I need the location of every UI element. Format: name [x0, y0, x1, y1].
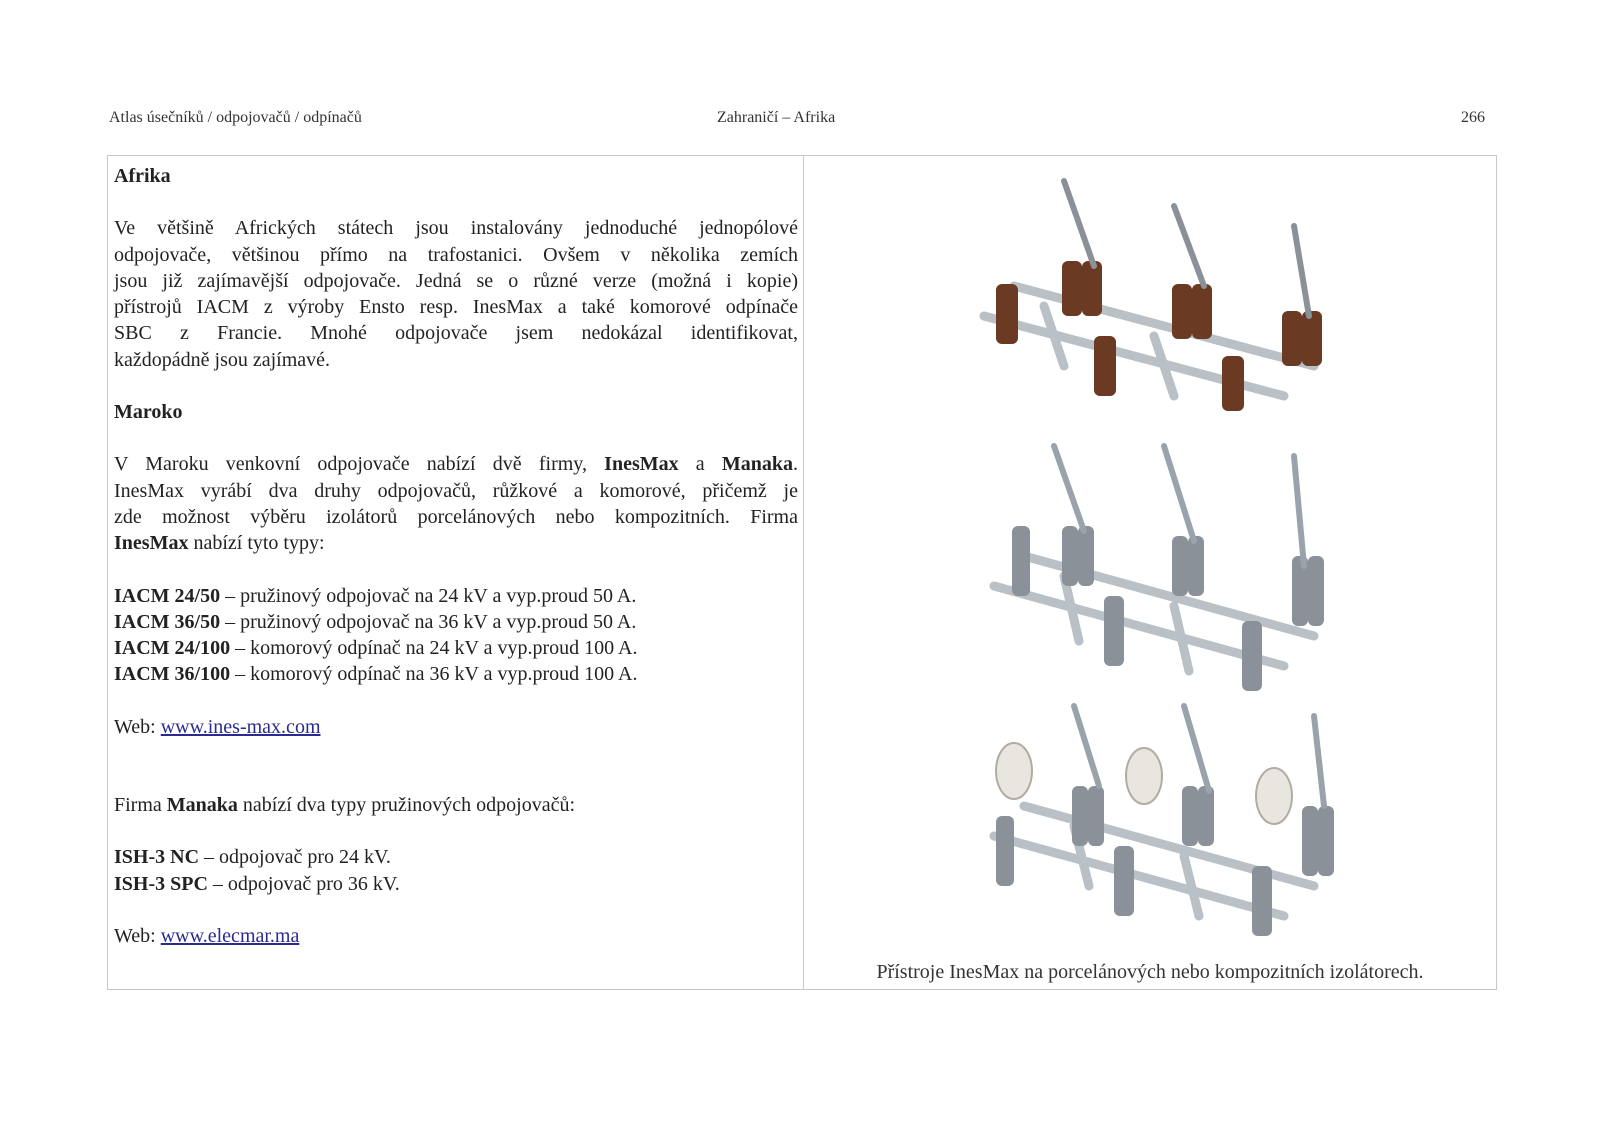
steel-frame [984, 286, 1314, 396]
type-desc: – komorový odpínač na 36 kV a vyp.proud 100 A. [230, 663, 638, 686]
disconnector-chamber-photo [954, 696, 1354, 946]
maroko-line [114, 530, 798, 556]
type-item [114, 661, 798, 687]
text-run: nabízí dva typy pružinových odpojovačů: [237, 794, 576, 817]
intro-line: jsou již zajímavější odpojovače. Jedná se o různé verze (možná i kopie) [114, 269, 798, 292]
text-run: Firma [114, 794, 167, 817]
type-name: ISH-3 NC [114, 846, 200, 869]
image-column [804, 156, 1496, 989]
intro-line: SBC z Francie. Mnohé odpojovače jsem nedokázal identifikovat, [114, 322, 798, 345]
maroko-line: zde možnost výběru izolátorů porcelánových nebo kompozitních. Firma [114, 505, 798, 528]
company-name: Manaka [721, 453, 793, 476]
type-desc: – odpojovač pro 36 kV. [207, 872, 400, 895]
maroko-line [114, 451, 798, 477]
type-item [114, 609, 798, 635]
text-run: . [793, 453, 798, 476]
running-header-center: Zahraničí – Afrika [717, 109, 836, 126]
web-link-elecmar[interactable]: www.elecmar.ma [160, 924, 300, 947]
image-caption: Přístroje InesMax na porcelánových nebo kompozitních izolátorech. [876, 961, 1424, 983]
company-name: Manaka [166, 794, 238, 817]
type-desc: – pružinový odpojovač na 36 kV a vyp.proud 50 A. [220, 610, 637, 633]
type-name: IACM 24/50 [114, 584, 221, 607]
intro-line: odpojovače, většinou přímo na trafostanici. Ovšem v několika zemích [114, 243, 798, 266]
intro-line: Ve většině Afrických státech jsou instalovány jednoduché jednopólové [114, 217, 798, 240]
type-item [114, 844, 798, 870]
text-column [114, 163, 798, 949]
web-link-inesmax[interactable]: www.ines-max.com [160, 715, 321, 738]
type-name: ISH-3 SPC [114, 872, 208, 895]
running-header-left: Atlas úsečníků / odpojovačů / odpínačů [109, 109, 362, 126]
disconnector-porcelain-photo [954, 166, 1354, 426]
page-number: 266 [1461, 109, 1485, 126]
maroko-line: InesMax vyrábí dva druhy odpojovačů, růžkové a komorové, přičemž je [114, 479, 798, 502]
type-name: IACM 24/100 [114, 637, 231, 660]
manaka-line [114, 792, 798, 818]
company-name: InesMax [114, 532, 189, 555]
type-name: IACM 36/100 [114, 663, 231, 686]
type-name: IACM 36/50 [114, 610, 221, 633]
type-desc: – komorový odpínač na 24 kV a vyp.proud 100 A. [230, 637, 638, 660]
intro-line: přístrojů IACM z výroby Ensto resp. InesMax a také komorové odpínače [114, 296, 798, 319]
type-item [114, 635, 798, 661]
company-name: InesMax [604, 453, 679, 476]
disconnector-composite-photo [954, 426, 1354, 696]
web-line [114, 714, 798, 740]
type-desc: – odpojovač pro 24 kV. [199, 846, 391, 869]
section-title: Afrika [114, 165, 171, 187]
type-item [114, 871, 798, 897]
text-run: nabízí tyto typy: [188, 532, 325, 555]
type-desc: – pružinový odpojovač na 24 kV a vyp.proud 50 A. [220, 584, 637, 607]
text-run: a [678, 453, 722, 476]
web-label: Web: [114, 924, 161, 947]
type-item [114, 583, 798, 609]
text-run: V Maroku venkovní odpojovače nabízí dvě firmy, [114, 453, 605, 476]
subsection-title: Maroko [114, 401, 183, 424]
web-line [114, 923, 798, 949]
intro-line: každopádně jsou zajímavé. [114, 348, 331, 371]
web-label: Web: [114, 715, 161, 738]
